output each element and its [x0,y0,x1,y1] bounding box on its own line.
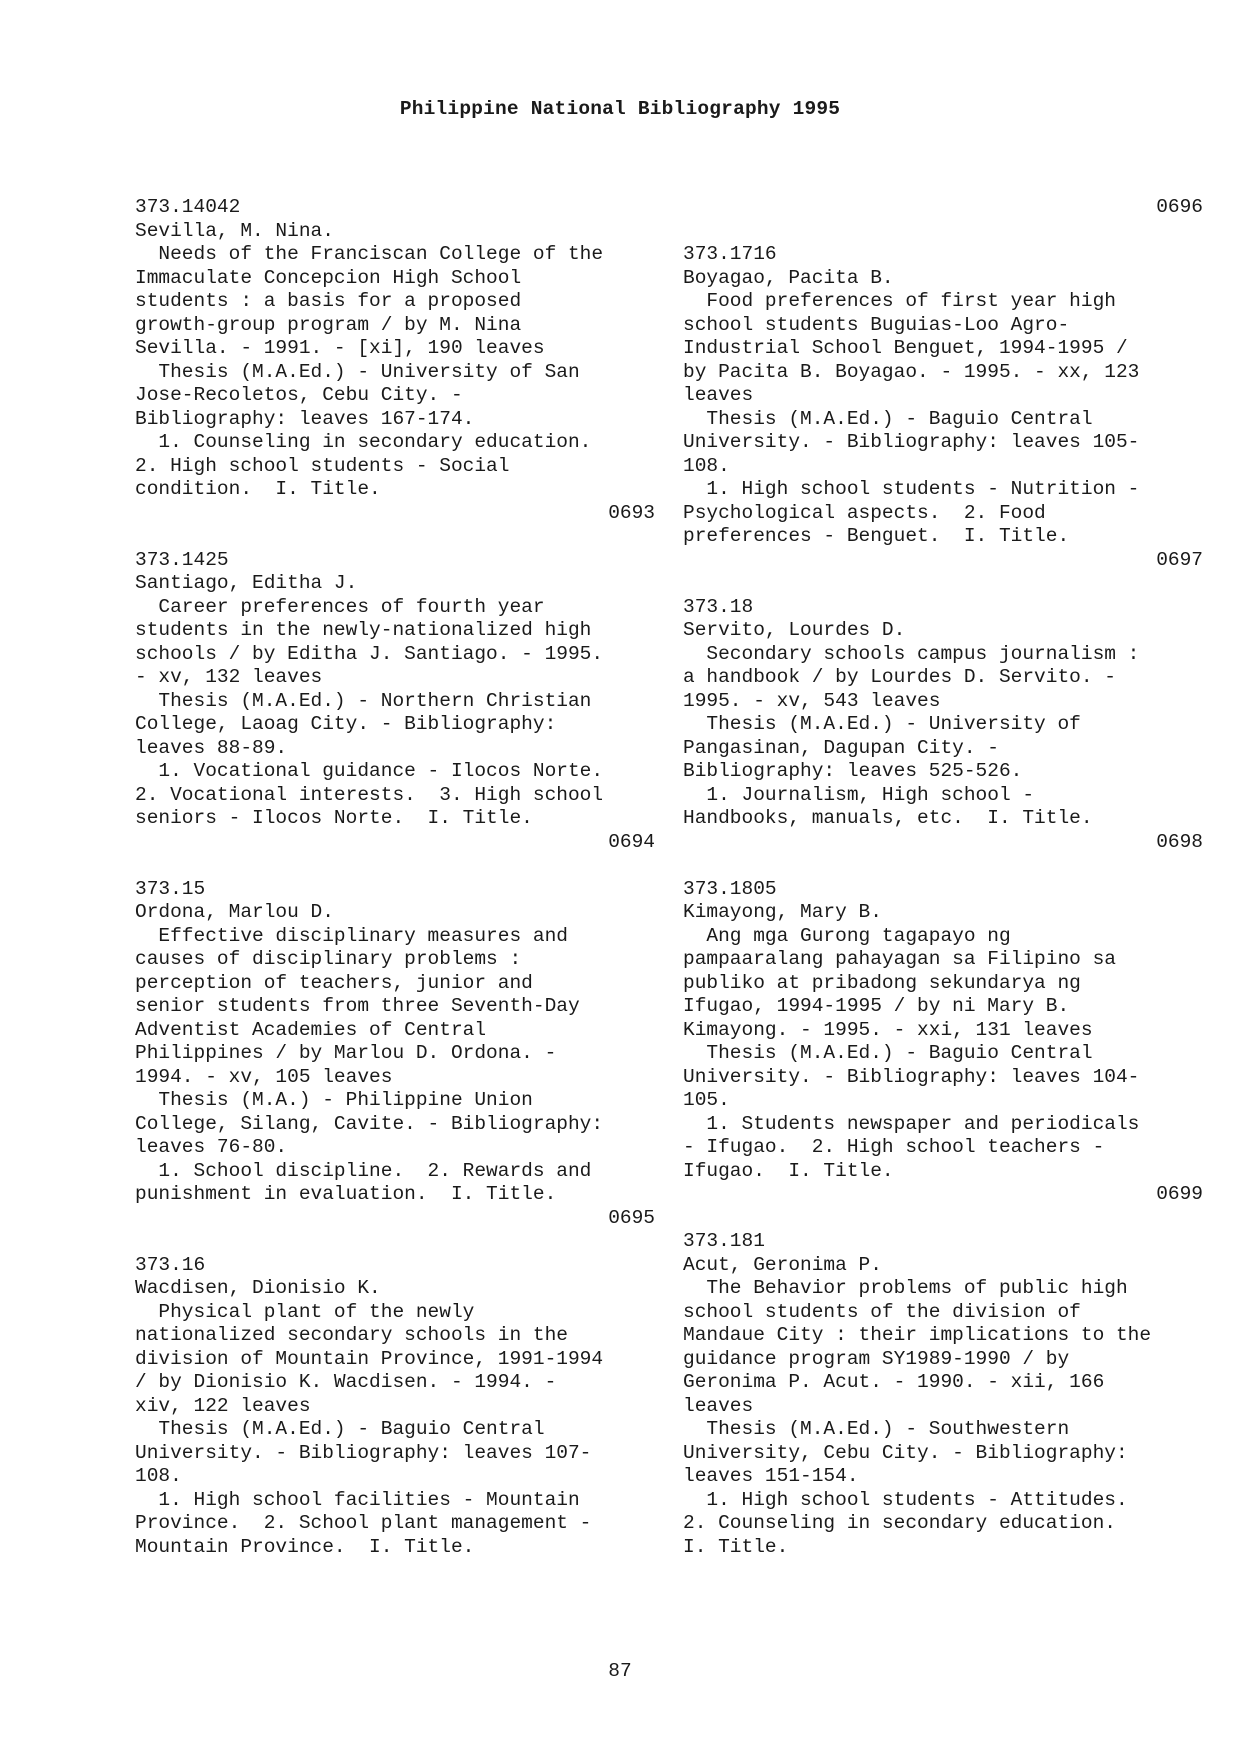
entry-line: I. Title. [683,1535,789,1558]
entry-line [135,854,655,878]
entry-line: division of Mountain Province, 1991-1994 [135,1347,604,1370]
entry-line: Handbooks, manuals, etc. I. Title. [683,807,1093,829]
entry-line: Province. 2. School plant management - [135,1512,592,1534]
entry-line: Boyagao, Pacita B. [683,266,894,289]
entry-line: Career preferences of fourth year [135,595,545,618]
entry-line: - xv, 132 leaves [135,666,323,688]
entry-line: Sevilla. - 1991. - [xi], 190 leaves [135,337,545,359]
entry-line: Wacdisen, Dionisio K. [135,1277,381,1299]
entry-line [683,854,1203,878]
entry-line: Food preferences of first year high [683,290,1116,312]
right-column [683,196,1203,1559]
entry-line: 1. Vocational guidance - Ilocos Norte. [135,760,604,782]
entry-line: Bibliography: leaves 167-174. [135,407,475,430]
entry-line: 1. Counseling in secondary education. [135,431,592,453]
entry-line: Ifugao, 1994-1995 / by ni Mary B. [683,995,1070,1017]
entry-line: 1994. - xv, 105 leaves [135,1065,393,1088]
entry-number: 0696 [1156,196,1203,218]
entry-line: Thesis (M.A.Ed.) - Northern Christian [135,689,592,712]
entry-number: 0697 [1156,548,1203,571]
entry-line: 373.1805 [683,877,777,900]
entry-line: leaves 76-80. [135,1136,288,1158]
entry-line: causes of disciplinary problems : [135,948,522,970]
entry-line: Thesis (M.A.Ed.) - Baguio Central [683,407,1093,430]
entry-line: Mountain Province. I. Title. [135,1535,475,1558]
entry-line: 373.16 [135,1253,206,1276]
entry-line: guidance program SY1989-1990 / by [683,1347,1070,1370]
entry-line: publiko at pribadong sekundarya ng [683,971,1081,994]
entry-line: Thesis (M.A.) - Philippine Union [135,1089,533,1111]
entry-line: 373.1716 [683,243,777,265]
entry-line: Acut, Geronima P. [683,1253,882,1276]
entry-line: senior students from three Seventh-Day [135,995,580,1017]
entry-line: Bibliography: leaves 525-526. [683,760,1023,782]
entry-line: punishment in evaluation. I. Title. [135,1183,557,1205]
entry-line: leaves [683,384,754,406]
entry-line: Santiago, Editha J. [135,572,358,594]
entry-line: 1. Journalism, High school - [683,783,1035,806]
entry-line [683,220,1203,244]
entry-line: Mandaue City : their implications to the [683,1324,1152,1346]
page-title: Philippine National Bibliography 1995 [399,98,841,120]
entry-line: Needs of the Franciscan College of the [135,243,604,265]
entry-line: Thesis (M.A.Ed.) - Baguio Central [135,1418,545,1440]
entry-number: 0694 [608,830,655,853]
entry-line [683,1207,1203,1231]
entry-number: 0693 [608,501,655,524]
entry-line: school students Buguias-Loo Agro- [683,313,1070,336]
entry-line: condition. I. Title. [135,478,381,500]
entry-line: 1. High school facilities - Mountain [135,1488,580,1511]
entry-line: Geronima P. Acut. - 1990. - xii, 166 [683,1371,1105,1393]
entry-line: 1. High school students - Attitudes. [683,1488,1128,1511]
entry-line: Jose-Recoletos, Cebu City. - [135,384,463,406]
entry-line: Pangasinan, Dagupan City. - [683,736,999,759]
entry-number: 0695 [608,1206,655,1229]
entry-line: 1995. - xv, 543 leaves [683,689,941,712]
entry-line: Thesis (M.A.Ed.) - Baguio Central [683,1042,1093,1064]
entry-line: University. - Bibliography: leaves 107- [135,1441,592,1464]
entry-line: students in the newly-nationalized high [135,619,592,641]
entry-line: 108. [683,454,730,477]
entry-line: schools / by Editha J. Santiago. - 1995. [135,642,604,665]
entry-line: 108. [135,1465,182,1487]
entry-line: Thesis (M.A.Ed.) - University of [683,713,1081,735]
entry-line: leaves 88-89. [135,736,288,759]
entry-line: Kimayong. - 1995. - xxi, 131 leaves [683,1018,1093,1041]
entry-line: 105. [683,1089,730,1111]
entry-line: 1. High school students - Nutrition - [683,478,1140,500]
entry-line: 373.14042 [135,196,241,218]
entry-line [683,572,1203,596]
entry-line: 1. Students newspaper and periodicals [683,1112,1140,1135]
entry-line: nationalized secondary schools in the [135,1324,568,1346]
entry-line: - Ifugao. 2. High school teachers - [683,1136,1105,1158]
entry-line: University. - Bibliography: leaves 105- [683,431,1140,453]
entry-line: Industrial School Benguet, 1994-1995 / [683,337,1128,359]
entry-line: growth-group program / by M. Nina [135,313,522,336]
entry-line: 2. High school students - Social [135,454,510,477]
entry-line: Thesis (M.A.Ed.) - Southwestern [683,1418,1070,1440]
page-number: 87 [608,1660,632,1682]
entry-line: xiv, 122 leaves [135,1394,311,1417]
entry-line: leaves 151-154. [683,1465,859,1487]
entry-number: 0698 [1156,830,1203,853]
entry-line: Effective disciplinary measures and [135,924,568,947]
entry-line: The Behavior problems of public high [683,1277,1128,1299]
left-column [135,196,655,1559]
entry-line: Ordona, Marlou D. [135,901,334,923]
entry-line: Philippines / by Marlou D. Ordona. - [135,1042,557,1064]
entry-line: seniors - Ilocos Norte. I. Title. [135,807,533,829]
entry-line: by Pacita B. Boyagao. - 1995. - xx, 123 [683,360,1140,383]
entry-line: Immaculate Concepcion High School [135,266,522,289]
entry-line: Physical plant of the newly [135,1300,475,1323]
entry-line: Thesis (M.A.Ed.) - University of San [135,360,580,383]
entry-line: 373.15 [135,877,206,900]
entry-line: Psychological aspects. 2. Food [683,501,1046,524]
entry-number: 0699 [1156,1183,1203,1205]
entry-line: students : a basis for a proposed [135,290,522,312]
entry-line [135,1230,655,1254]
entry-line: Secondary schools campus journalism : [683,642,1140,665]
entry-line: College, Laoag City. - Bibliography: [135,713,557,735]
entry-line: College, Silang, Cavite. - Bibliography: [135,1112,604,1135]
entry-line: Adventist Academies of Central [135,1018,487,1041]
entry-line: University, Cebu City. - Bibliography: [683,1441,1128,1464]
entry-line: 373.18 [683,595,754,618]
entry-line: University. - Bibliography: leaves 104- [683,1065,1140,1088]
entry-line: 373.181 [683,1230,765,1252]
entry-line: Sevilla, M. Nina. [135,219,334,242]
entry-line: pampaaralang pahayagan sa Filipino sa [683,948,1116,970]
entry-line: school students of the division of [683,1300,1081,1323]
entry-line: Ifugao. I. Title. [683,1159,894,1182]
entry-line: a handbook / by Lourdes D. Servito. - [683,666,1116,688]
entry-line [135,525,655,549]
entry-line: perception of teachers, junior and [135,971,533,994]
entry-line: Kimayong, Mary B. [683,901,882,923]
entry-line: leaves [683,1394,754,1417]
entry-line: preferences - Benguet. I. Title. [683,525,1070,547]
entry-line: 373.1425 [135,548,229,571]
entry-line: Ang mga Gurong tagapayo ng [683,924,1011,947]
entry-line: Servito, Lourdes D. [683,619,906,641]
entry-line: 1. School discipline. 2. Rewards and [135,1159,592,1182]
entry-line: 2. Vocational interests. 3. High school [135,783,604,806]
entry-line: / by Dionisio K. Wacdisen. - 1994. - [135,1371,557,1393]
entry-line: 2. Counseling in secondary education. [683,1512,1116,1534]
